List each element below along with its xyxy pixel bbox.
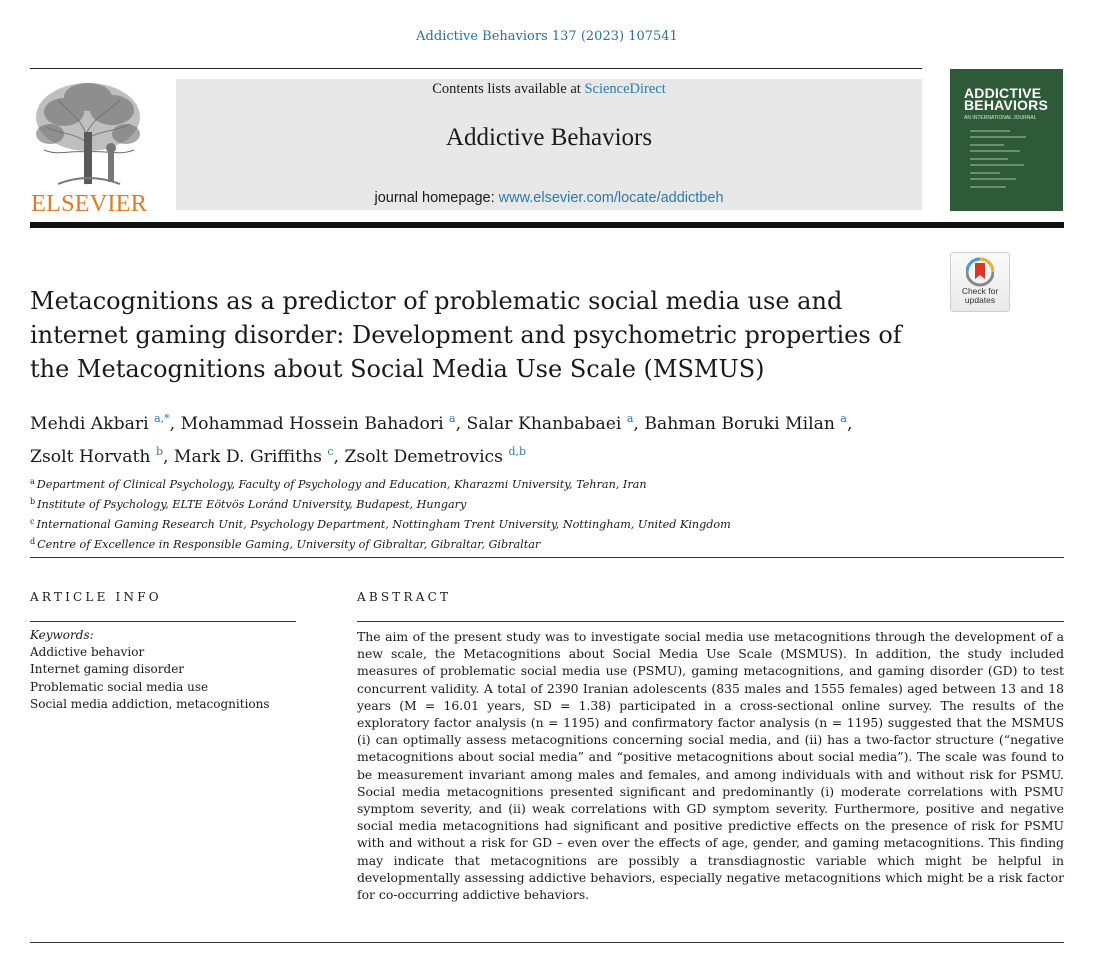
author-name[interactable]: Mehdi Akbari [30, 414, 149, 434]
author-name[interactable]: Mark D. Griffiths [173, 447, 322, 467]
author-name[interactable]: Mohammad Hossein Bahadori [180, 414, 444, 434]
contents-prefix: Contents lists available at [432, 81, 585, 97]
author-affiliation-link[interactable]: a [626, 412, 634, 425]
author-name[interactable]: Zsolt Horvath [30, 447, 151, 467]
keywords-block [30, 627, 300, 713]
author-separator: , [162, 447, 174, 467]
sciencedirect-link[interactable]: ScienceDirect [584, 81, 666, 97]
author-separator: , [633, 414, 645, 434]
affiliation-item [30, 493, 930, 513]
affiliation-text: Centre of Excellence in Responsible Gaming, University of Gibraltar, Gibraltar, Gibraltar [37, 538, 541, 551]
cover-title-line-2: BEHAVIORS [964, 97, 1048, 113]
affiliation-item [30, 533, 930, 553]
keywords-label: Keywords: [30, 628, 94, 642]
crossmark-label [951, 287, 1009, 305]
author-affiliation-link[interactable]: a,* [154, 412, 170, 425]
article-title: Metacognitions as a predictor of problematic social media use and internet gaming disorder: Development and psychometric properties of the Metacognitions about Social Media Use Scale (MSMUS) [30, 287, 902, 383]
affiliation-letter: a [30, 477, 35, 486]
header-thick-rule [30, 222, 1064, 228]
homepage-link[interactable]: www.elsevier.com/locate/addictbeh [498, 190, 724, 206]
crossmark-icon [966, 257, 994, 287]
elsevier-logo[interactable] [28, 72, 150, 214]
elsevier-tree-icon [28, 72, 150, 214]
article-info-heading: ARTICLE INFO [30, 590, 162, 604]
author-affiliation-link[interactable]: b [155, 445, 163, 458]
crossmark-label-line-2: updates [964, 295, 996, 305]
contents-line [176, 81, 922, 98]
cover-subtitle: AN INTERNATIONAL JOURNAL [964, 115, 1037, 121]
abstract-rule [357, 621, 1064, 622]
journal-cover-image[interactable] [950, 69, 1063, 211]
author-separator: , [455, 414, 467, 434]
keyword-item: Problematic social media use [30, 679, 209, 694]
affiliation-text: Department of Clinical Psychology, Faculty of Psychology and Education, Kharazmi University, Tehran, Iran [36, 478, 647, 491]
affiliations [30, 473, 930, 553]
affiliation-text: Institute of Psychology, ELTE Eötvös Loránd University, Budapest, Hungary [37, 498, 467, 511]
cover-contents-lines-icon [970, 125, 1050, 195]
author-name[interactable]: Salar Khanbabaei [466, 414, 622, 434]
cover-title-line-1: ADDICTIVE [964, 85, 1042, 101]
abstract-text: The aim of the present study was to investigate social media use metacognitions through the development of a new scale, the Metacognitions about Social Media Use Scale (MSMUS). In addition, the study included measures of problematic social media use (PSMU), gaming metacognitions, and gaming disorder (GD) to test concurrent validity. A total of 2390 Iranian adolescents (835 males and 1555 females) aged between 13 and 18 years (M = 16.01 years, SD = 1.38) participated in a cross-sectional online survey. The results of the exploratory factor analysis (n = 1195) and confirmatory factor analysis (n = 1195) suggested that the MSMUS (i) can optimally assess metacognitions concerning social media, and (ii) has a two-factor structure (“negative metacognitions about social media” and “positive metacognitions about social media”). The scale was found to be measurement invariant among males and females, and among individuals with and without risk for PSMU. Social media metacognitions presented significant and predominantly (i) moderate correlations with PSMU symptom severity, and (ii) weak correlations with GD symptom severity. Furthermore, positive and negative social media metacognitions had significant and positive predictive effects on the presence of risk for PSMU with and without a risk for GD – even over the effects of age, gender, and gaming metacognitions. This finding may indicate that metacognitions are possibly a transdiagnostic variable which might be helpful in developmentally assessing addictive behaviors, especially negative metacognitions which might be a risk factor for co-occurring addictive behaviors. [357, 629, 1064, 903]
elsevier-wordmark: ELSEVIER [31, 191, 147, 214]
crossmark-label-line-1: Check for [961, 286, 999, 296]
affiliation-item [30, 513, 930, 533]
cover-title [964, 87, 1054, 111]
journal-citation[interactable]: Addictive Behaviors 137 (2023) 107541 [416, 29, 678, 44]
author-affiliation-link[interactable]: a [840, 412, 847, 425]
keyword-item: Social media addiction, metacognitions [30, 696, 270, 711]
keyword-item: Addictive behavior [30, 645, 145, 660]
abstract-heading: ABSTRACT [357, 590, 452, 604]
author-list [30, 405, 950, 471]
author-affiliation-link[interactable]: d,b [508, 445, 527, 458]
affiliation-letter: c [30, 517, 35, 526]
homepage-prefix: journal homepage: [374, 190, 499, 206]
author-name[interactable]: Bahman Boruki Milan [644, 414, 835, 434]
affiliation-item [30, 473, 930, 493]
section-rule [30, 557, 1064, 558]
affiliation-text: International Gaming Research Unit, Psychology Department, Nottingham Trent University, Nottingham, United Kingdom [36, 518, 731, 531]
author-separator: , [846, 414, 853, 434]
bottom-rule [30, 942, 1064, 943]
keyword-item: Internet gaming disorder [30, 662, 185, 677]
affiliation-letter: b [30, 497, 36, 506]
journal-name: Addictive Behaviors [445, 124, 653, 151]
author-name[interactable]: Zsolt Demetrovics [344, 447, 504, 467]
author-separator: , [333, 447, 345, 467]
author-separator: , [169, 414, 181, 434]
check-for-updates-badge[interactable] [950, 252, 1010, 312]
homepage-line [176, 190, 922, 206]
author-affiliation-link[interactable]: a [449, 412, 456, 425]
header-rule [30, 68, 922, 69]
author-affiliation-link[interactable]: c [327, 445, 334, 458]
article-info-rule [30, 621, 296, 622]
affiliation-letter: d [30, 537, 36, 546]
